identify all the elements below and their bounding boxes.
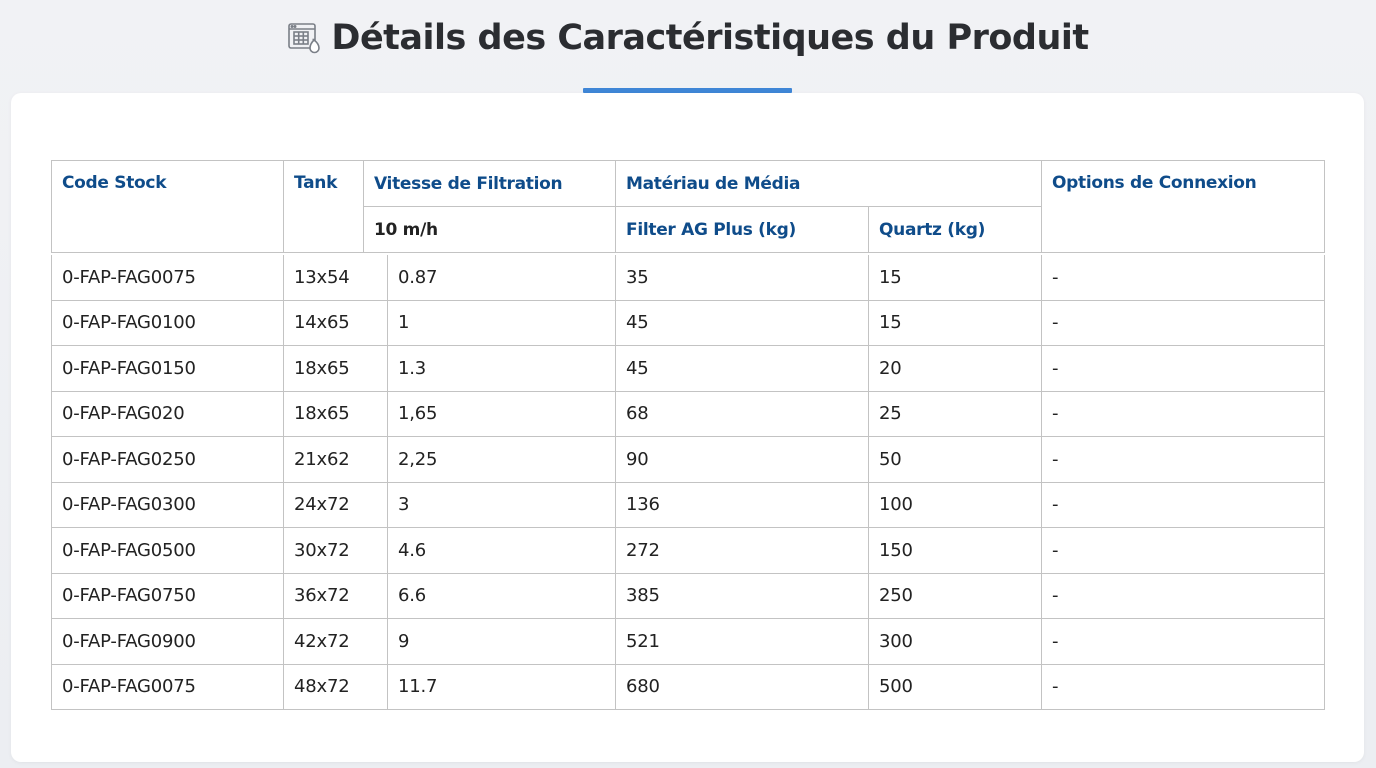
cell-filter-ag: 45	[616, 346, 869, 392]
cell-options: -	[1042, 255, 1325, 300]
column-subheader-vitesse-unit: 10 m/h	[364, 207, 616, 253]
cell-vitesse: 6.6	[388, 573, 616, 619]
page-title: Détails des Caractéristiques du Produit	[331, 18, 1089, 58]
column-header-vitesse: Vitesse de Filtration	[364, 161, 616, 207]
cell-options: -	[1042, 300, 1325, 346]
cell-filter-ag: 136	[616, 482, 869, 528]
cell-options: -	[1042, 528, 1325, 574]
cell-code-stock: 0-FAP-FAG0900	[52, 619, 284, 665]
cell-tank: 24x72	[284, 482, 388, 528]
cell-vitesse: 4.6	[388, 528, 616, 574]
table-row	[52, 391, 1325, 437]
table-row	[52, 346, 1325, 392]
cell-quartz: 15	[869, 255, 1042, 300]
table-row	[52, 437, 1325, 483]
cell-code-stock: 0-FAP-FAG0075	[52, 664, 284, 710]
cell-vitesse: 1.3	[388, 346, 616, 392]
cell-code-stock: 0-FAP-FAG0750	[52, 573, 284, 619]
cell-quartz: 300	[869, 619, 1042, 665]
cell-vitesse: 1,65	[388, 391, 616, 437]
cell-code-stock: 0-FAP-FAG0300	[52, 482, 284, 528]
column-header-options: Options de Connexion	[1042, 161, 1325, 253]
table-row	[52, 528, 1325, 574]
cell-options: -	[1042, 619, 1325, 665]
cell-tank: 21x62	[284, 437, 388, 483]
cell-vitesse: 3	[388, 482, 616, 528]
cell-code-stock: 0-FAP-FAG0500	[52, 528, 284, 574]
cell-quartz: 150	[869, 528, 1042, 574]
cell-filter-ag: 385	[616, 573, 869, 619]
cell-vitesse: 11.7	[388, 664, 616, 710]
cell-filter-ag: 680	[616, 664, 869, 710]
cell-filter-ag: 272	[616, 528, 869, 574]
cell-quartz: 20	[869, 346, 1042, 392]
cell-options: -	[1042, 346, 1325, 392]
cell-code-stock: 0-FAP-FAG0075	[52, 255, 284, 300]
specs-table-body	[51, 255, 1325, 710]
table-row	[52, 300, 1325, 346]
column-header-materiau: Matériau de Média	[616, 161, 1042, 207]
cell-quartz: 500	[869, 664, 1042, 710]
cell-tank: 48x72	[284, 664, 388, 710]
table-row	[52, 482, 1325, 528]
cell-tank: 36x72	[284, 573, 388, 619]
page-header	[0, 12, 1376, 64]
cell-options: -	[1042, 573, 1325, 619]
table-row	[52, 255, 1325, 300]
cell-options: -	[1042, 664, 1325, 710]
cell-vitesse: 2,25	[388, 437, 616, 483]
table-calculator-icon	[287, 20, 323, 56]
cell-options: -	[1042, 482, 1325, 528]
column-header-code-stock: Code Stock	[52, 161, 284, 253]
cell-tank: 14x65	[284, 300, 388, 346]
table-row	[52, 573, 1325, 619]
cell-tank: 30x72	[284, 528, 388, 574]
cell-filter-ag: 35	[616, 255, 869, 300]
cell-filter-ag: 45	[616, 300, 869, 346]
cell-tank: 18x65	[284, 346, 388, 392]
cell-tank: 42x72	[284, 619, 388, 665]
table-row	[52, 664, 1325, 710]
table-row	[52, 619, 1325, 665]
cell-vitesse: 9	[388, 619, 616, 665]
cell-quartz: 50	[869, 437, 1042, 483]
cell-quartz: 15	[869, 300, 1042, 346]
column-subheader-filter-ag: Filter AG Plus (kg)	[616, 207, 869, 253]
cell-options: -	[1042, 391, 1325, 437]
cell-filter-ag: 521	[616, 619, 869, 665]
cell-quartz: 100	[869, 482, 1042, 528]
column-header-tank: Tank	[284, 161, 364, 253]
cell-filter-ag: 68	[616, 391, 869, 437]
cell-tank: 13x54	[284, 255, 388, 300]
specs-table-header	[51, 160, 1325, 253]
cell-quartz: 25	[869, 391, 1042, 437]
cell-quartz: 250	[869, 573, 1042, 619]
cell-code-stock: 0-FAP-FAG0100	[52, 300, 284, 346]
cell-tank: 18x65	[284, 391, 388, 437]
column-subheader-quartz: Quartz (kg)	[869, 207, 1042, 253]
cell-code-stock: 0-FAP-FAG0250	[52, 437, 284, 483]
cell-options: -	[1042, 437, 1325, 483]
cell-code-stock: 0-FAP-FAG020	[52, 391, 284, 437]
cell-vitesse: 0.87	[388, 255, 616, 300]
cell-vitesse: 1	[388, 300, 616, 346]
cell-code-stock: 0-FAP-FAG0150	[52, 346, 284, 392]
cell-filter-ag: 90	[616, 437, 869, 483]
